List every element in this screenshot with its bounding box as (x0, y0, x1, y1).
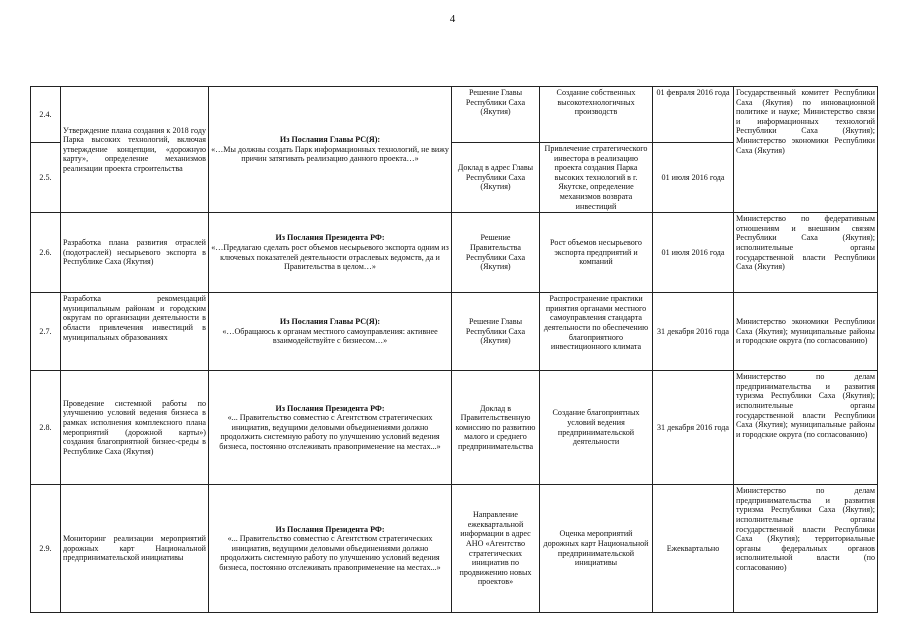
table-row-2-7 (31, 293, 878, 371)
row-number: 2.9. (31, 485, 61, 613)
task-cell: Разработка рекомендаций муниципальным районам и городским округам по организации деятельности в области привлечения инвестиций в муниципальных образованиях (61, 293, 209, 371)
source-cell (209, 371, 452, 485)
row-number: 2.6. (31, 213, 61, 293)
result-cell: Оценка мероприятий дорожных карт Национальной предпринимательской инициативы (540, 485, 653, 613)
source-quote: «... Правительство совместно с Агентством стратегических инициатив, ведущими деловыми объединениями должно продолжить системную работу по улучшению условий ведения бизнеса, постоянно отслеживать правоприменение на местах...» (219, 534, 441, 573)
deadline-cell: 01 февраля 2016 года (653, 87, 734, 143)
responsible-cell: Министерство по делам предпринимательства и развития туризма Республики Саха (Якутия); исполнительные органы государственной власти Республики Саха (Якутия); муниципальные районы и городские округа (по согласованию) (734, 371, 878, 485)
result-cell: Привлечение стратегического инвестора в реализацию проекта создания Парка высоких технологий в г. Якутске, определение механизмов возврата инвестиций (540, 143, 653, 213)
source-quote: «... Правительство совместно с Агентством стратегических инициатив, ведущими деловыми объединениями должно продолжить системную работу по улучшению условий ведения бизнеса, постоянно отслеживать правоприменение на местах...» (219, 413, 441, 452)
row-number: 2.8. (31, 371, 61, 485)
deadline-cell: 31 декабря 2016 года (653, 371, 734, 485)
table-row-2-6 (31, 213, 878, 293)
task-cell: Утверждение плана создания к 2018 году Парка высоких технологий, включая утверждение концепции, «дорожную карту», определение механизмов реализации проекта строительства (61, 87, 209, 213)
responsible-cell: Министерство экономики Республики Саха (Якутия); муниципальные районы и городские округа (по согласованию) (734, 293, 878, 371)
document-cell: Доклад в Правительственную комиссию по развитию малого и среднего предпринимательства (452, 371, 540, 485)
row-number: 2.5. (31, 143, 61, 213)
source-title: Из Послания Президента РФ: (275, 403, 385, 413)
source-quote: «…Обращаюсь к органам местного самоуправления: активнее взаимодействуйте с бизнесом…» (222, 326, 438, 346)
deadline-cell: 01 июля 2016 года (653, 213, 734, 293)
table-row-2-9 (31, 485, 878, 613)
document-cell: Доклад в адрес Главы Республики Саха (Якутия) (452, 143, 540, 213)
table-row-2-8 (31, 371, 878, 485)
source-cell (209, 87, 452, 213)
action-plan-table (30, 86, 878, 613)
deadline-cell: Ежеквартально (653, 485, 734, 613)
table-row-2-4 (31, 87, 878, 143)
source-cell (209, 293, 452, 371)
row-number: 2.4. (31, 87, 61, 143)
result-cell: Рост объемов несырьевого экспорта предприятий и компаний (540, 213, 653, 293)
document-cell: Решение Правительства Республики Саха (Якутия) (452, 213, 540, 293)
source-title: Из Послания Главы РС(Я): (279, 135, 381, 145)
responsible-cell: Министерство по федеративным отношениям и внешним связям Республики Саха (Якутия); исполнительные органы государственной власти Республики Саха (Якутия) (734, 213, 878, 293)
source-title: Из Послания Президента РФ: (275, 233, 385, 243)
result-cell: Распространение практики принятия органами местного самоуправления стандарта деятельности по обеспечению благоприятного инвестиционного климата (540, 293, 653, 371)
responsible-cell: Государственный комитет Республики Саха (Якутия) по инновационной политике и науке; Министерство связи и информационных технологий Республики Саха (Якутия); Министерство экономики Республики Саха (Якутия) (734, 87, 878, 213)
task-cell: Разработка плана развития отраслей (подотраслей) несырьевого экспорта в Республике Саха (Якутия) (61, 213, 209, 293)
task-cell: Мониторинг реализации мероприятий дорожных карт Национальной предпринимательской инициативы (61, 485, 209, 613)
row-number: 2.7. (31, 293, 61, 371)
source-quote: «…Мы должны создать Парк информационных технологий, не вижу причин затягивать реализацию данного проекта…» (211, 144, 449, 164)
result-cell: Создание благоприятных условий ведения предпринимательской деятельности (540, 371, 653, 485)
document-cell: Направление ежеквартальной информации в адрес АНО «Агентство стратегических инициатив по продвижению новых проектов» (452, 485, 540, 613)
deadline-cell: 31 декабря 2016 года (653, 293, 734, 371)
deadline-cell: 01 июля 2016 года (653, 143, 734, 213)
document-cell: Решение Главы Республики Саха (Якутия) (452, 293, 540, 371)
document-cell: Решение Главы Республики Саха (Якутия) (452, 87, 540, 143)
source-cell (209, 485, 452, 613)
responsible-cell: Министерство по делам предпринимательства и развития туризма Республики Саха (Якутия); исполнительные органы государственной власти Республики Саха (Якутия); территориальные органы федеральных органов исполнительной власти (по согласованию) (734, 485, 878, 613)
source-title: Из Послания Президента РФ: (275, 524, 385, 534)
result-cell: Создание собственных высокотехнологичных производств (540, 87, 653, 143)
source-quote: «…Предлагаю сделать рост объемов несырьевого экспорта одним из ключевых показателей деятельности отраслевых ведомств, да и Правительства в целом…» (211, 243, 449, 272)
page-number: 4 (449, 13, 456, 25)
task-cell: Проведение системной работы по улучшению условий ведения бизнеса в рамках исполнения комплексного плана мероприятий (дорожной карты») создания благоприятной бизнес-среды в Республике Саха (Якутия) (61, 371, 209, 485)
source-title: Из Послания Главы РС(Я): (279, 317, 381, 327)
source-cell (209, 213, 452, 293)
